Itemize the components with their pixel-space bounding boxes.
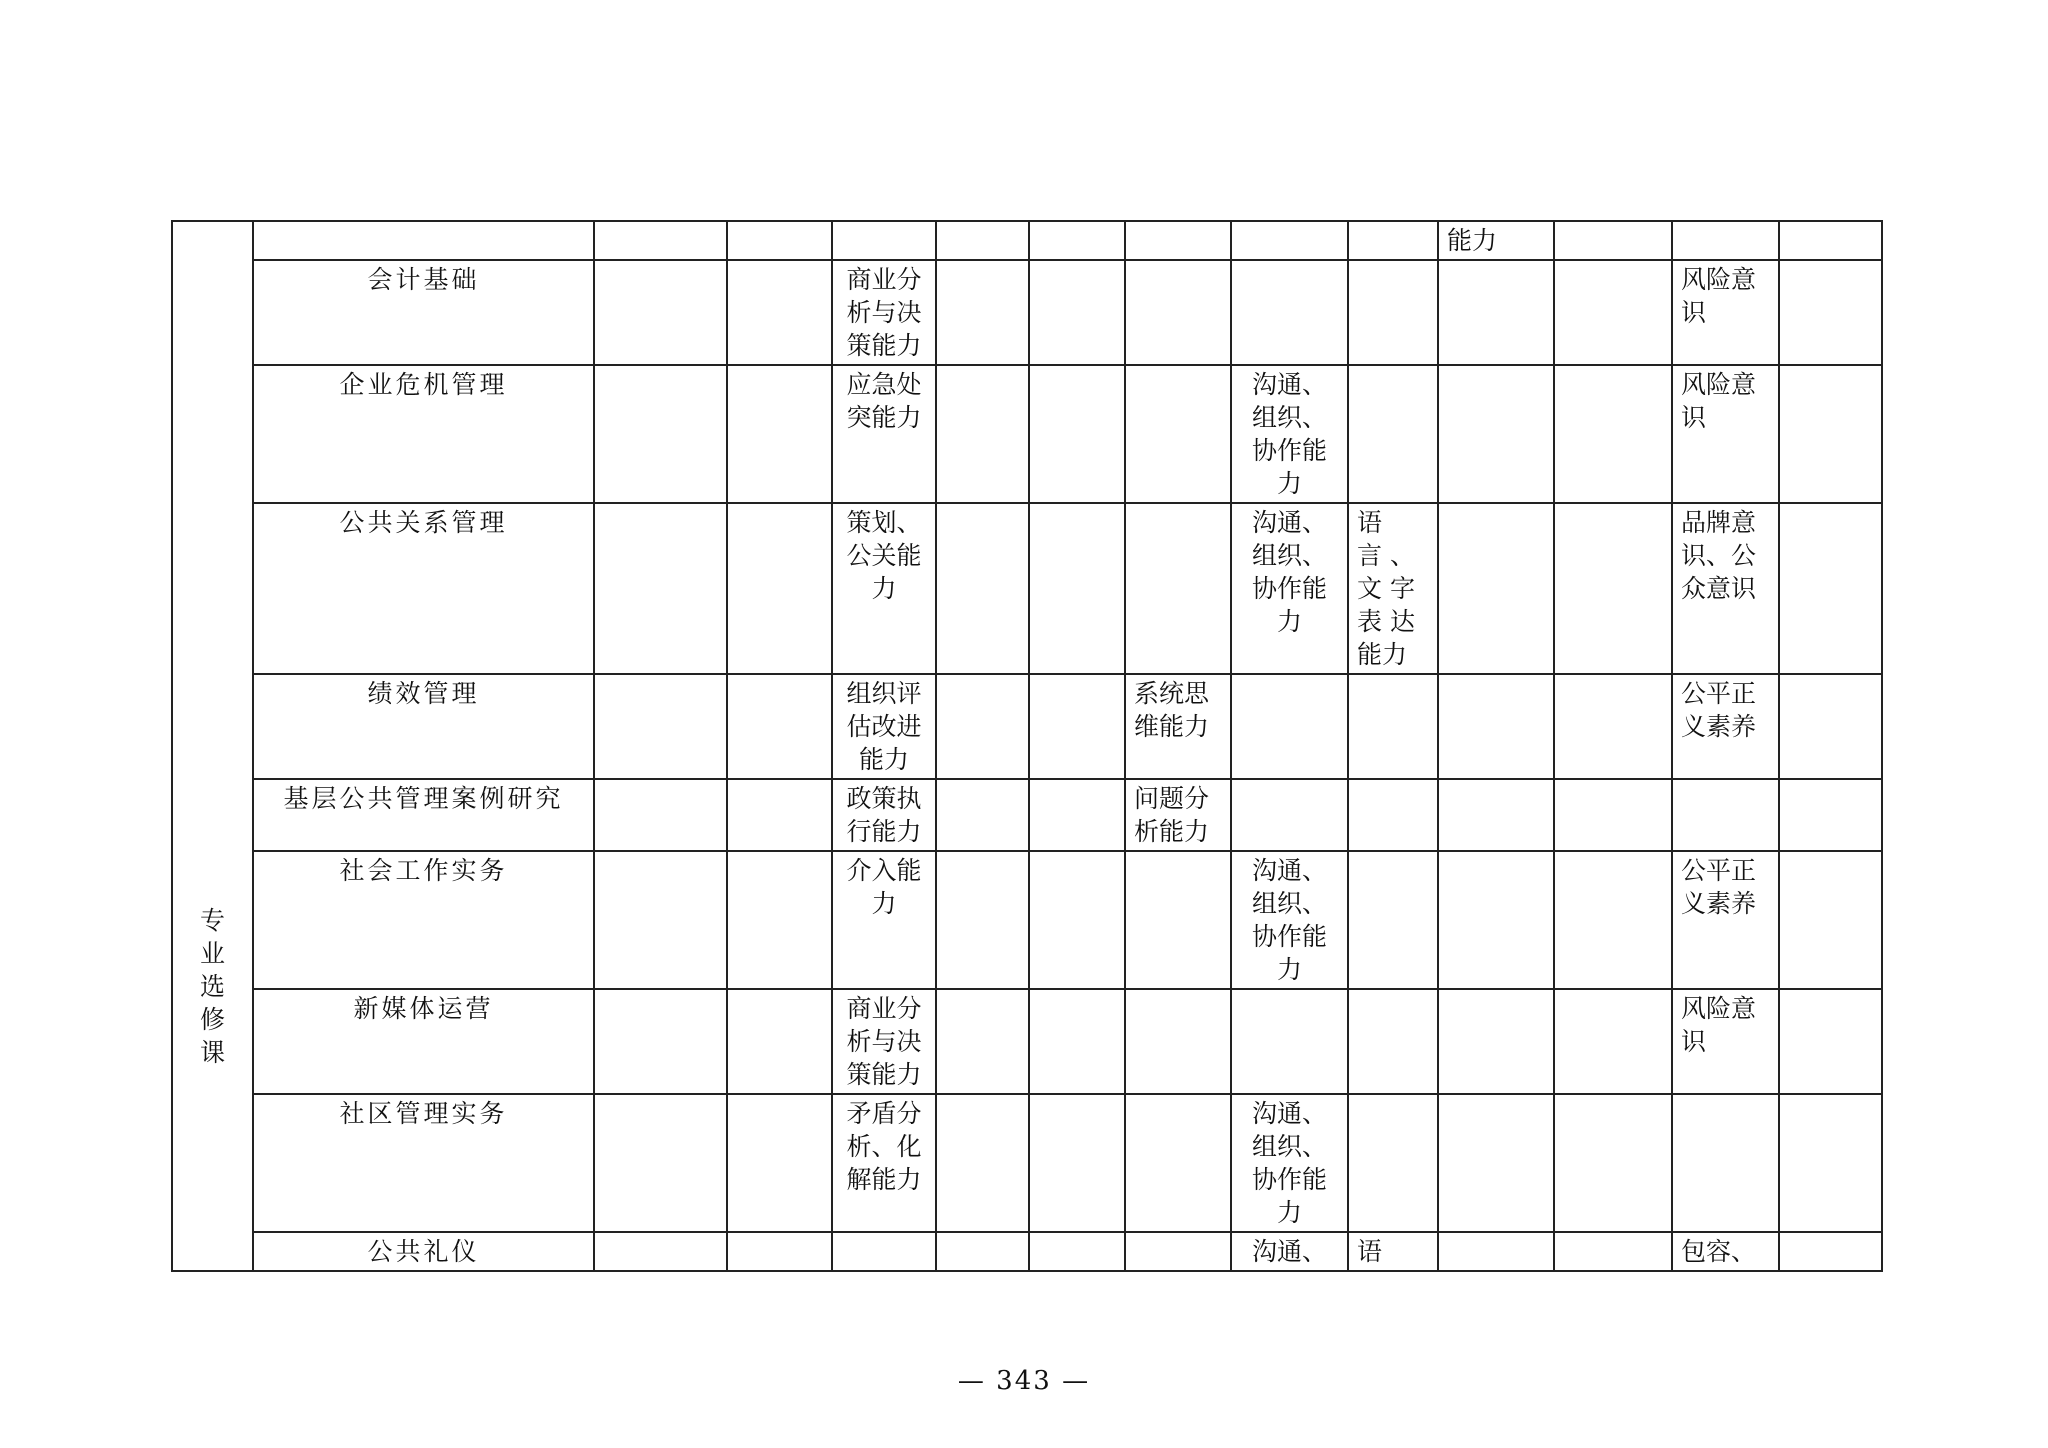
ability-cell: [1779, 779, 1882, 851]
ability-cell: 应急处 突能力: [832, 365, 936, 503]
ability-cell: [1554, 221, 1672, 260]
ability-cell: 商业分 析与决 策能力: [832, 989, 936, 1094]
ability-cell: [727, 365, 832, 503]
ability-cell: [1779, 1232, 1882, 1271]
ability-cell: 介入能 力: [832, 851, 936, 989]
ability-cell: [727, 221, 832, 260]
ability-cell: [1438, 365, 1554, 503]
ability-cell: [1125, 1094, 1231, 1232]
ability-cell: [936, 989, 1029, 1094]
table-row: [172, 1232, 1882, 1271]
ability-cell: [1029, 779, 1125, 851]
ability-cell: [1348, 1094, 1438, 1232]
ability-cell: [727, 260, 832, 365]
page-number: — 343 —: [957, 1366, 1091, 1396]
ability-cell: 能力: [1438, 221, 1554, 260]
ability-cell: [1125, 365, 1231, 503]
ability-cell: [1348, 851, 1438, 989]
ability-cell: [1438, 851, 1554, 989]
ability-cell: [727, 1232, 832, 1271]
table-row: [172, 260, 1882, 365]
ability-cell: [594, 1232, 727, 1271]
ability-cell: [594, 779, 727, 851]
ability-cell: 沟通、 组织、 协作能 力: [1231, 851, 1348, 989]
ability-cell: [1554, 674, 1672, 779]
ability-cell: 沟通、 组织、 协作能 力: [1231, 1094, 1348, 1232]
ability-cell: [594, 1094, 727, 1232]
ability-cell: [1438, 779, 1554, 851]
ability-cell: [1779, 221, 1882, 260]
ability-cell: [1554, 851, 1672, 989]
ability-cell: 语 言 、 文 字 表 达 能力: [1348, 503, 1438, 674]
course-name-cell: 新媒体运营: [253, 989, 594, 1094]
ability-cell: [1231, 779, 1348, 851]
ability-cell: [727, 851, 832, 989]
ability-cell: 语: [1348, 1232, 1438, 1271]
table-row: [172, 221, 1882, 260]
course-name-cell: 企业危机管理: [253, 365, 594, 503]
course-name-cell: 公共礼仪: [253, 1232, 594, 1271]
ability-cell: 组织评 估改进 能力: [832, 674, 936, 779]
ability-cell: 风险意 识: [1672, 365, 1779, 503]
course-name-cell: 公共关系管理: [253, 503, 594, 674]
table-row: [172, 779, 1882, 851]
ability-cell: [1029, 221, 1125, 260]
ability-cell: [1231, 260, 1348, 365]
ability-cell: [832, 221, 936, 260]
ability-cell: 政策执 行能力: [832, 779, 936, 851]
ability-cell: [936, 674, 1029, 779]
ability-cell: 系统思 维能力: [1125, 674, 1231, 779]
ability-cell: [832, 1232, 936, 1271]
ability-cell: [1438, 989, 1554, 1094]
ability-cell: 策划、 公关能 力: [832, 503, 936, 674]
table-row: [172, 503, 1882, 674]
ability-cell: [1231, 221, 1348, 260]
ability-cell: [727, 674, 832, 779]
ability-cell: 风险意 识: [1672, 260, 1779, 365]
ability-cell: [936, 1232, 1029, 1271]
ability-cell: [1672, 221, 1779, 260]
ability-cell: [1029, 503, 1125, 674]
ability-cell: [936, 779, 1029, 851]
ability-cell: [1029, 989, 1125, 1094]
table-row: [172, 989, 1882, 1094]
ability-cell: [1029, 260, 1125, 365]
category-cell: [172, 221, 253, 1271]
ability-cell: [727, 779, 832, 851]
ability-cell: 包容、: [1672, 1232, 1779, 1271]
ability-cell: 商业分 析与决 策能力: [832, 260, 936, 365]
course-name-cell: 基层公共管理案例研究: [253, 779, 594, 851]
ability-cell: [1125, 503, 1231, 674]
course-name-cell: 社会工作实务: [253, 851, 594, 989]
ability-cell: [727, 1094, 832, 1232]
ability-cell: [1348, 989, 1438, 1094]
ability-cell: [1438, 503, 1554, 674]
course-name-cell: 会计基础: [253, 260, 594, 365]
ability-cell: [1554, 365, 1672, 503]
ability-cell: [1348, 221, 1438, 260]
ability-cell: [1348, 365, 1438, 503]
ability-cell: [936, 260, 1029, 365]
ability-cell: [594, 365, 727, 503]
ability-cell: [1554, 503, 1672, 674]
ability-cell: [1554, 1232, 1672, 1271]
ability-cell: [1231, 989, 1348, 1094]
ability-cell: [594, 260, 727, 365]
ability-cell: [936, 221, 1029, 260]
ability-cell: [1779, 851, 1882, 989]
ability-cell: [1125, 1232, 1231, 1271]
table-row: [172, 674, 1882, 779]
ability-cell: [1554, 1094, 1672, 1232]
table-row: [172, 1094, 1882, 1232]
ability-cell: [1438, 1232, 1554, 1271]
ability-cell: [1438, 260, 1554, 365]
ability-cell: [727, 503, 832, 674]
ability-cell: [1779, 989, 1882, 1094]
table-body: [172, 221, 1882, 1271]
ability-cell: [1438, 674, 1554, 779]
ability-cell: [1125, 851, 1231, 989]
course-name-cell: 社区管理实务: [253, 1094, 594, 1232]
ability-cell: 沟通、 组织、 协作能 力: [1231, 365, 1348, 503]
ability-cell: [1554, 260, 1672, 365]
ability-cell: [1779, 674, 1882, 779]
ability-cell: [936, 503, 1029, 674]
ability-cell: [594, 674, 727, 779]
ability-cell: [594, 989, 727, 1094]
ability-cell: [1125, 989, 1231, 1094]
ability-cell: [936, 365, 1029, 503]
ability-cell: 沟通、 组织、 协作能 力: [1231, 503, 1348, 674]
ability-cell: [1348, 779, 1438, 851]
ability-cell: [1125, 260, 1231, 365]
ability-cell: 问题分 析能力: [1125, 779, 1231, 851]
ability-cell: [594, 503, 727, 674]
ability-cell: [1348, 260, 1438, 365]
course-ability-table: [171, 220, 1883, 1272]
ability-cell: [1779, 260, 1882, 365]
ability-cell: [1554, 989, 1672, 1094]
ability-cell: [1672, 779, 1779, 851]
table-row: [172, 851, 1882, 989]
ability-cell: 公平正 义素养: [1672, 851, 1779, 989]
ability-cell: [1554, 779, 1672, 851]
ability-cell: [594, 851, 727, 989]
ability-cell: 风险意 识: [1672, 989, 1779, 1094]
ability-cell: [1029, 851, 1125, 989]
table-row: [172, 365, 1882, 503]
ability-cell: [1029, 674, 1125, 779]
ability-cell: [1348, 674, 1438, 779]
ability-cell: 公平正 义素养: [1672, 674, 1779, 779]
course-name-cell: 绩效管理: [253, 674, 594, 779]
ability-cell: [1672, 1094, 1779, 1232]
ability-cell: [1779, 365, 1882, 503]
ability-cell: [1779, 503, 1882, 674]
ability-cell: [936, 851, 1029, 989]
ability-cell: [936, 1094, 1029, 1232]
ability-cell: [1779, 1094, 1882, 1232]
ability-cell: [594, 221, 727, 260]
ability-cell: [727, 989, 832, 1094]
ability-cell: [1231, 674, 1348, 779]
course-name-cell: [253, 221, 594, 260]
ability-cell: 品牌意 识、公 众意识: [1672, 503, 1779, 674]
ability-cell: [1029, 1094, 1125, 1232]
ability-cell: 矛盾分 析、化 解能力: [832, 1094, 936, 1232]
ability-cell: [1125, 221, 1231, 260]
category-label: 专 业 选 修 课: [199, 906, 225, 1067]
ability-cell: [1029, 365, 1125, 503]
ability-cell: 沟通、: [1231, 1232, 1348, 1271]
ability-cell: [1438, 1094, 1554, 1232]
ability-cell: [1029, 1232, 1125, 1271]
